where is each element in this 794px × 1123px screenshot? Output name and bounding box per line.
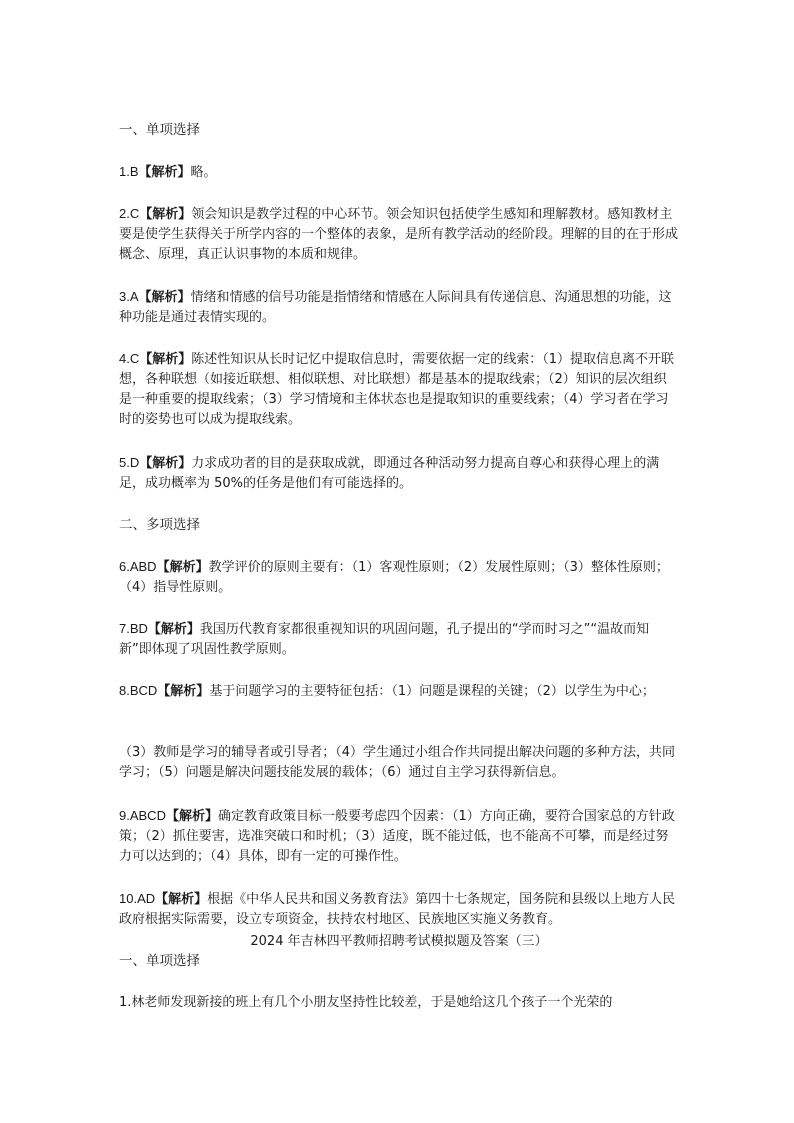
answer-number: 3.A [119, 289, 139, 304]
answer-6 [119, 557, 679, 598]
answer-number: 10.AD [119, 891, 156, 906]
answer-tag: 【解析】 [139, 352, 192, 367]
answer-text: （3）教师是学习的辅导者或引导者；（4）学生通过小组合作共同提出解决问题的多种方法，共同学习；（5）问题是解决问题技能发展的载体；（6）通过自主学习获得新信息。 [119, 745, 676, 780]
answer-text: 情绪和情感的信号功能是指情绪和情感在人际间具有传递信息、沟通思想的功能，这种功能是通过表情实现的。 [119, 290, 672, 325]
answer-tag: 【解析】 [138, 165, 191, 180]
answer-tag: 【解析】 [157, 684, 210, 699]
answer-7 [119, 619, 679, 660]
answer-text: 基于问题学习的主要特征包括：（1）问题是课程的关键；（2）以学生为中心； [209, 684, 655, 699]
answer-tag: 【解析】 [138, 290, 191, 305]
answer-4 [119, 349, 679, 430]
answer-number: 7.BD [119, 621, 148, 636]
next-section-heading: 一、单项选择 [119, 953, 200, 969]
answer-8-continued [119, 743, 679, 783]
answer-number: 1.B [119, 164, 139, 179]
answer-1 [119, 162, 679, 183]
answer-tag: 【解析】 [155, 892, 208, 907]
answer-text: 我国历代教育家都很重视知识的巩固问题，孔子提出的“学而时习之”“温故而知新”即体现了巩固性教学原则。 [119, 622, 650, 657]
answer-number: 4.C [119, 351, 140, 366]
next-paper-title: 2024 年吉林四平教师招聘考试模拟题及答案（三） [250, 934, 548, 949]
answer-text: 陈述性知识从长时记忆中提取信息时，需要依据一定的线索：（1）提取信息离不开联想，各种联想（如接近联想、相似联想、对比联想）都是基本的提取线索；（2）知识的层次组织是一种重要的提取线索；（3）学习情境和主体状态也是提取知识的重要线索；（4）学习者在学习时的姿势也可以成为提取线索。 [119, 352, 675, 427]
answer-number: 6.ABD [119, 559, 157, 574]
answer-text: 根据《中华人民共和国义务教育法》第四十七条规定，国务院和县级以上地方人民政府根据实际需要，设立专项资金，扶持农村地区、民族地区实施义务教育。 [119, 892, 676, 927]
answer-number: 8.BCD [119, 683, 158, 698]
answer-tag: 【解析】 [147, 622, 200, 637]
answer-8 [119, 681, 679, 702]
answer-tag: 【解析】 [165, 809, 218, 824]
answer-number: 9.ABCD [119, 808, 166, 823]
answer-text: 教学评价的原则主要有：（1）客观性原则；（2）发展性原则；（3）整体性原则；（4）指导性原则。 [119, 560, 669, 595]
answer-number: 2.C [119, 206, 140, 221]
answer-tag: 【解析】 [156, 560, 209, 575]
answer-10 [119, 889, 679, 930]
answer-text: 确定教育政策目标一般要考虑四个因素：（1）方向正确，要符合国家总的方针政策；（2）抓住要害，选准突破口和时机；（3）适度，既不能过低，也不能高不可攀，而是经过努力可以达到的；（4）具体，即有一定的可操作性。 [119, 809, 675, 864]
answer-number: 5.D [119, 455, 140, 470]
answer-9 [119, 806, 679, 867]
answer-5 [119, 453, 679, 494]
answer-text: 力求成功者的目的是获取成就，即通过各种活动努力提高自尊心和获得心理上的满足，成功概率为 50%的任务是他们有可能选择的。 [119, 456, 660, 491]
answer-tag: 【解析】 [139, 207, 192, 222]
section-heading-single: 一、单项选择 [119, 122, 200, 138]
next-question-1: 1.林老师发现新接的班上有几个小朋友坚持性比较差，于是她给这几个孩子一个光荣的 [119, 995, 613, 1010]
section-heading-multi: 二、多项选择 [119, 517, 200, 533]
answer-2 [119, 204, 679, 265]
answer-3 [119, 287, 679, 328]
answer-text: 略。 [190, 165, 217, 180]
answer-text: 领会知识是教学过程的中心环节。领会知识包括使学生感知和理解教材。感知教材主要是使学生获得关于所学内容的一个整体的表象，是所有教学活动的经阶段。理解的目的在于形成概念、原理，真正认识事物的本质和规律。 [119, 207, 679, 262]
answer-tag: 【解析】 [139, 456, 192, 471]
